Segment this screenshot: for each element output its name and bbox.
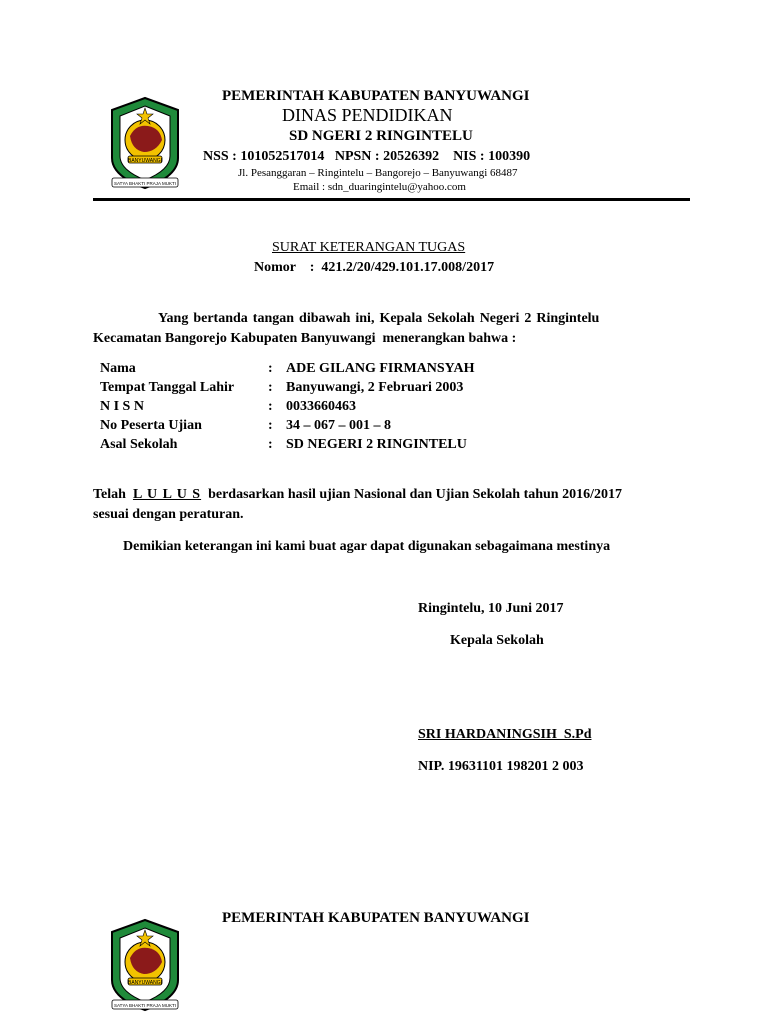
field-value: 0033660463 [286,399,356,414]
field-value: ADE GILANG FIRMANSYAH [286,361,475,376]
field-label: Nama [100,361,136,376]
field-sep: : [268,361,273,376]
field-label: Tempat Tanggal Lahir [100,380,235,395]
field-sep: : [268,380,273,395]
field-label: N I S N [100,399,144,414]
signer-nip: NIP. 19631101 198201 2 003 [418,759,584,774]
field-sep: : [268,418,273,433]
logo-banner-text: BANYUWANGI [128,158,162,164]
letterhead-gov: PEMERINTAH KABUPATEN BANYUWANGI [222,88,530,104]
field-label: Asal Sekolah [100,437,178,452]
logo-banner-text: BANYUWANGI [128,980,162,986]
logo-motto-text: SATYA BHAKTI PRAJA MUKTI [113,1003,177,1008]
letter-title: SURAT KETERANGAN TUGAS [272,240,466,255]
field-label: No Peserta Ujian [100,418,202,433]
letterhead-divider [93,198,690,201]
next-page-gov: PEMERINTAH KABUPATEN BANYUWANGI [222,910,530,926]
intro-line-1: Yang bertanda tangan dibawah ini, Kepala Sekolah Negeri 2 Ringintelu [158,311,600,326]
letterhead-ids: NSS : 101052517014 NPSN : 20526392 NIS : 100390 [203,149,531,164]
field-sep: : [268,399,273,414]
place-date: Ringintelu, 10 Juni 2017 [418,601,564,616]
regency-emblem-logo [106,918,184,1014]
letterhead-address: Jl. Pesanggaran – Ringintelu – Bangorejo – Banyuwangi 68487 [238,167,518,179]
result-status: L U L U S [132,487,202,502]
intro-line-2: Kecamatan Bangorejo Kabupaten Banyuwangi menerangkan bahwa : [93,331,517,346]
signer-name: SRI HARDANINGSIH S.Pd [418,727,592,742]
closing-statement: Demikian keterangan ini kami buat agar dapat digunakan sebagaimana mestinya [123,539,611,554]
signer-position: Kepala Sekolah [450,633,544,648]
result-prefix: Telah [93,487,126,502]
letterhead-dept: DINAS PENDIDIKAN [282,105,453,125]
field-sep: : [268,437,273,452]
logo-motto-text: SATYA BHAKTI PRAJA MUKTI [113,181,177,186]
field-value: 34 – 067 – 001 – 8 [286,418,391,433]
regency-emblem-logo [106,96,184,192]
result-text: berdasarkan hasil ujian Nasional dan Ujian Sekolah tahun 2016/2017 [208,487,622,502]
result-line-1 [93,487,622,503]
field-value: SD NEGERI 2 RINGINTELU [286,437,467,452]
letterhead-school: SD NGERI 2 RINGINTELU [289,128,473,144]
result-line-2: sesuai dengan peraturan. [93,507,244,522]
letter-number: Nomor : 421.2/20/429.101.17.008/2017 [254,260,495,275]
letterhead-email: Email : sdn_duaringintelu@yahoo.com [293,181,466,193]
field-value: Banyuwangi, 2 Februari 2003 [286,380,464,395]
